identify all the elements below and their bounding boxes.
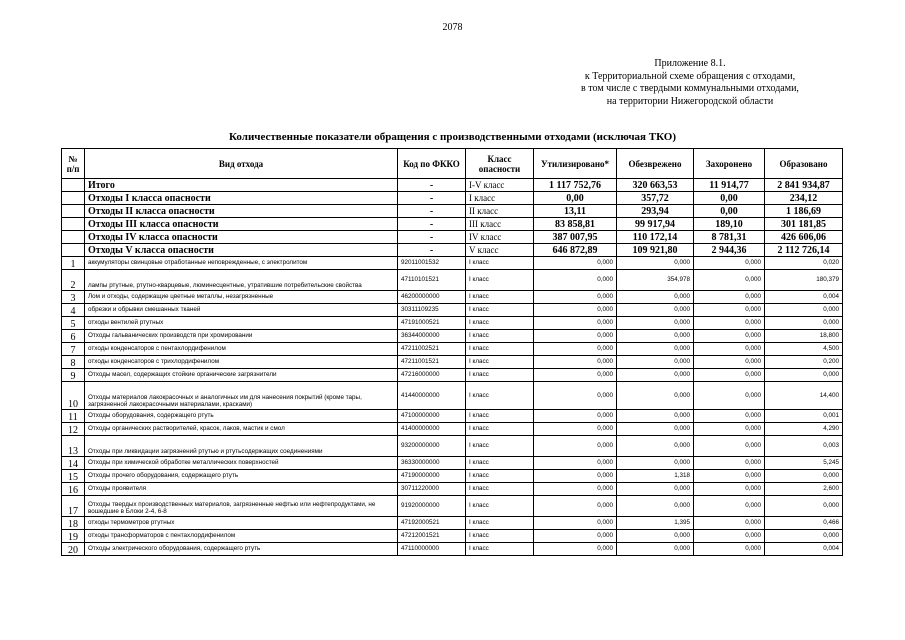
row-neutralized: 0,000	[617, 291, 694, 304]
row-waste-type: лампы ртутные, ртутно-кварцевые, люминесцентные, утратившие потребительские свойства	[85, 270, 398, 291]
row-buried: 0,000	[694, 304, 765, 317]
row-number: 7	[62, 343, 85, 356]
row-utilized: 0,000	[534, 517, 617, 530]
row-class: I класс	[466, 317, 534, 330]
row-formed: 0,000	[765, 496, 843, 517]
row-formed: 0,001	[765, 410, 843, 423]
row-utilized: 0,000	[534, 410, 617, 423]
row-fkko-code: 47110101521	[398, 270, 466, 291]
summary-formed: 234,12	[765, 192, 843, 205]
summary-neutralized: 320 663,53	[617, 179, 694, 192]
summary-utilized: 0,00	[534, 192, 617, 205]
row-utilized: 0,000	[534, 330, 617, 343]
row-number: 6	[62, 330, 85, 343]
row-neutralized: 0,000	[617, 382, 694, 410]
summary-formed: 2 112 726,14	[765, 244, 843, 257]
row-waste-type: Отходы органических растворителей, красок, лаков, мастик и смол	[85, 423, 398, 436]
row-fkko-code: 91920000000	[398, 496, 466, 517]
summary-neutralized: 110 172,14	[617, 231, 694, 244]
row-fkko-code: 36344000000	[398, 330, 466, 343]
row-class: I класс	[466, 517, 534, 530]
summary-neutralized: 357,72	[617, 192, 694, 205]
row-number: 13	[62, 436, 85, 457]
header-buried: Захоронено	[694, 149, 765, 179]
table-row	[62, 382, 843, 410]
summary-utilized: 387 007,95	[534, 231, 617, 244]
summary-class: V класс	[466, 244, 534, 257]
row-number: 17	[62, 496, 85, 517]
row-waste-type: Отходы твердых производственных материалов, загрязненные нефтью или нефтепродуктами, не вошедшие в Блоки 2-4, 6-8	[85, 496, 398, 517]
row-class: I класс	[466, 457, 534, 470]
row-number: 2	[62, 270, 85, 291]
row-waste-type: Отходы электрического оборудования, содержащего ртуть	[85, 543, 398, 556]
summary-class: I-V класс	[466, 179, 534, 192]
summary-code: -	[398, 218, 466, 231]
table-row	[62, 457, 843, 470]
summary-class: III класс	[466, 218, 534, 231]
row-neutralized: 0,000	[617, 343, 694, 356]
table-row	[62, 330, 843, 343]
summary-name: Отходы I класса опасности	[85, 192, 398, 205]
row-class: I класс	[466, 496, 534, 517]
row-buried: 0,000	[694, 543, 765, 556]
table-row	[62, 517, 843, 530]
row-fkko-code: 47100000000	[398, 410, 466, 423]
row-class: I класс	[466, 330, 534, 343]
row-neutralized: 0,000	[617, 530, 694, 543]
row-utilized: 0,000	[534, 356, 617, 369]
row-utilized: 0,000	[534, 530, 617, 543]
summary-code: -	[398, 231, 466, 244]
summary-buried: 0,00	[694, 192, 765, 205]
table-row	[62, 317, 843, 330]
row-waste-type: Отходы оборудования, содержащего ртуть	[85, 410, 398, 423]
row-utilized: 0,000	[534, 343, 617, 356]
summary-neutralized: 99 917,94	[617, 218, 694, 231]
row-fkko-code: 47211002521	[398, 343, 466, 356]
row-neutralized: 0,000	[617, 496, 694, 517]
row-formed: 0,020	[765, 257, 843, 270]
row-utilized: 0,000	[534, 496, 617, 517]
summary-neutralized: 293,94	[617, 205, 694, 218]
row-number: 19	[62, 530, 85, 543]
summary-buried: 8 781,31	[694, 231, 765, 244]
table-row	[62, 470, 843, 483]
row-utilized: 0,000	[534, 457, 617, 470]
row-class: I класс	[466, 304, 534, 317]
summary-num-cell	[62, 179, 85, 192]
row-formed: 5,245	[765, 457, 843, 470]
row-class: I класс	[466, 343, 534, 356]
row-waste-type: Отходы проявителя	[85, 483, 398, 496]
row-buried: 0,000	[694, 369, 765, 382]
summary-formed: 1 186,69	[765, 205, 843, 218]
row-waste-type: отходы термометров ртутных	[85, 517, 398, 530]
table-row	[62, 436, 843, 457]
header-class: Класс опасности	[466, 149, 534, 179]
summary-buried: 0,00	[694, 205, 765, 218]
row-number: 3	[62, 291, 85, 304]
table-title: Количественные показатели обращения с производственными отходами (исключая ТКО)	[229, 131, 676, 143]
row-fkko-code: 47216000000	[398, 369, 466, 382]
summary-num-cell	[62, 205, 85, 218]
row-buried: 0,000	[694, 257, 765, 270]
row-number: 20	[62, 543, 85, 556]
row-fkko-code: 47212001521	[398, 530, 466, 543]
summary-name: Отходы IV класса опасности	[85, 231, 398, 244]
row-number: 10	[62, 382, 85, 410]
row-neutralized: 0,000	[617, 356, 694, 369]
row-formed: 0,000	[765, 317, 843, 330]
row-utilized: 0,000	[534, 304, 617, 317]
row-utilized: 0,000	[534, 436, 617, 457]
row-fkko-code: 41400000000	[398, 423, 466, 436]
row-utilized: 0,000	[534, 382, 617, 410]
row-formed: 0,200	[765, 356, 843, 369]
summary-name: Отходы V класса опасности	[85, 244, 398, 257]
appendix-caption	[560, 58, 820, 108]
row-formed: 4,500	[765, 343, 843, 356]
row-formed: 0,000	[765, 369, 843, 382]
summary-num-cell	[62, 231, 85, 244]
table-row	[62, 343, 843, 356]
summary-formed: 301 181,85	[765, 218, 843, 231]
summary-code: -	[398, 179, 466, 192]
row-waste-type: Отходы при химической обработке металлических поверхностей	[85, 457, 398, 470]
row-buried: 0,000	[694, 317, 765, 330]
summary-num-cell	[62, 218, 85, 231]
row-neutralized: 0,000	[617, 330, 694, 343]
row-buried: 0,000	[694, 343, 765, 356]
table-row	[62, 543, 843, 556]
row-class: I класс	[466, 436, 534, 457]
row-utilized: 0,000	[534, 257, 617, 270]
row-neutralized: 0,000	[617, 436, 694, 457]
row-class: I класс	[466, 382, 534, 410]
row-number: 1	[62, 257, 85, 270]
row-number: 12	[62, 423, 85, 436]
row-fkko-code: 30311109235	[398, 304, 466, 317]
summary-row	[62, 205, 843, 218]
row-class: I класс	[466, 291, 534, 304]
row-number: 8	[62, 356, 85, 369]
row-waste-type: Отходы гальванических производств при хромировании	[85, 330, 398, 343]
row-waste-type: Отходы масел, содержащих стойкие органические загрязнители	[85, 369, 398, 382]
row-utilized: 0,000	[534, 369, 617, 382]
summary-utilized: 83 858,81	[534, 218, 617, 231]
row-waste-type: обрезки и обрывки смешанных тканей	[85, 304, 398, 317]
row-formed: 0,000	[765, 304, 843, 317]
header-formed: Образовано	[765, 149, 843, 179]
row-utilized: 0,000	[534, 291, 617, 304]
row-fkko-code: 36330000000	[398, 457, 466, 470]
table-row	[62, 369, 843, 382]
row-number: 5	[62, 317, 85, 330]
row-buried: 0,000	[694, 330, 765, 343]
row-neutralized: 0,000	[617, 423, 694, 436]
row-buried: 0,000	[694, 457, 765, 470]
row-formed: 2,600	[765, 483, 843, 496]
table-row	[62, 291, 843, 304]
summary-row	[62, 244, 843, 257]
row-utilized: 0,000	[534, 483, 617, 496]
row-buried: 0,000	[694, 382, 765, 410]
row-fkko-code: 47190000000	[398, 470, 466, 483]
table-row	[62, 410, 843, 423]
summary-num-cell	[62, 244, 85, 257]
table-row	[62, 270, 843, 291]
row-waste-type: отходы трансформаторов с пентахлордифенилом	[85, 530, 398, 543]
summary-code: -	[398, 244, 466, 257]
row-utilized: 0,000	[534, 423, 617, 436]
header-type: Вид отхода	[85, 149, 398, 179]
row-buried: 0,000	[694, 356, 765, 369]
row-formed: 0,003	[765, 436, 843, 457]
row-buried: 0,000	[694, 496, 765, 517]
row-formed: 0,466	[765, 517, 843, 530]
row-neutralized: 354,978	[617, 270, 694, 291]
waste-table	[61, 148, 843, 556]
row-fkko-code: 47211001521	[398, 356, 466, 369]
row-neutralized: 0,000	[617, 483, 694, 496]
summary-utilized: 646 872,89	[534, 244, 617, 257]
row-utilized: 0,000	[534, 543, 617, 556]
table-row	[62, 530, 843, 543]
summary-class: II класс	[466, 205, 534, 218]
appendix-line: Приложение 8.1.	[654, 58, 726, 69]
row-buried: 0,000	[694, 410, 765, 423]
row-formed: 4,290	[765, 423, 843, 436]
row-neutralized: 0,000	[617, 317, 694, 330]
appendix-line: на территории Нижегородской области	[606, 95, 774, 107]
row-formed: 180,379	[765, 270, 843, 291]
row-class: I класс	[466, 470, 534, 483]
summary-neutralized: 109 921,80	[617, 244, 694, 257]
header-num: № п/п	[62, 149, 85, 179]
row-number: 18	[62, 517, 85, 530]
summary-name: Итого	[85, 179, 398, 192]
summary-row	[62, 179, 843, 192]
row-formed: 14,400	[765, 382, 843, 410]
row-fkko-code: 46200000000	[398, 291, 466, 304]
row-fkko-code: 30711220000	[398, 483, 466, 496]
row-neutralized: 0,000	[617, 257, 694, 270]
row-waste-type: Отходы материалов лакокрасочных и аналогичных им для нанесения покрытий (кроме тары, загрязненной лакокрасочными материалами, красками)	[85, 382, 398, 410]
row-fkko-code: 47110000000	[398, 543, 466, 556]
row-buried: 0,000	[694, 483, 765, 496]
table-row	[62, 257, 843, 270]
row-neutralized: 0,000	[617, 304, 694, 317]
row-number: 16	[62, 483, 85, 496]
summary-name: Отходы II класса опасности	[85, 205, 398, 218]
row-class: I класс	[466, 530, 534, 543]
row-buried: 0,000	[694, 530, 765, 543]
row-waste-type: Отходы при ликвидации загрязнений ртутью и ртутьсодержащих соединениями	[85, 436, 398, 457]
summary-formed: 2 841 934,87	[765, 179, 843, 192]
row-number: 15	[62, 470, 85, 483]
row-neutralized: 0,000	[617, 410, 694, 423]
summary-row	[62, 192, 843, 205]
summary-buried: 11 914,77	[694, 179, 765, 192]
row-class: I класс	[466, 410, 534, 423]
row-buried: 0,000	[694, 517, 765, 530]
header-utilized: Утилизировано*	[534, 149, 617, 179]
row-buried: 0,000	[694, 436, 765, 457]
summary-class: I класс	[466, 192, 534, 205]
row-neutralized: 0,000	[617, 543, 694, 556]
row-class: I класс	[466, 270, 534, 291]
row-number: 11	[62, 410, 85, 423]
summary-formed: 426 606,06	[765, 231, 843, 244]
row-formed: 0,000	[765, 470, 843, 483]
row-utilized: 0,000	[534, 317, 617, 330]
summary-utilized: 13,11	[534, 205, 617, 218]
appendix-line: в том числе с твердыми коммунальными отходами,	[581, 83, 799, 94]
page-number: 2078	[442, 22, 463, 33]
summary-row	[62, 218, 843, 231]
row-class: I класс	[466, 356, 534, 369]
header-code: Код по ФККО	[398, 149, 466, 179]
row-waste-type: аккумуляторы свинцовые отработанные неповрежденные, с электролитом	[85, 257, 398, 270]
row-class: I класс	[466, 483, 534, 496]
row-fkko-code: 47192000521	[398, 517, 466, 530]
row-waste-type: отходы вентилей ртутных	[85, 317, 398, 330]
row-waste-type: отходы конденсаторов с трихлордифенилом	[85, 356, 398, 369]
row-buried: 0,000	[694, 291, 765, 304]
summary-row	[62, 231, 843, 244]
row-fkko-code: 93200000000	[398, 436, 466, 457]
appendix-line: к Территориальной схеме обращения с отходами,	[584, 70, 796, 82]
summary-buried: 189,10	[694, 218, 765, 231]
header-neutralized: Обезврежено	[617, 149, 694, 179]
row-class: I класс	[466, 257, 534, 270]
row-fkko-code: 41440000000	[398, 382, 466, 410]
row-waste-type: Лом и отходы, содержащие цветные металлы, незагрязненные	[85, 291, 398, 304]
table-row	[62, 496, 843, 517]
table-row	[62, 356, 843, 369]
row-class: I класс	[466, 369, 534, 382]
summary-buried: 2 944,36	[694, 244, 765, 257]
row-buried: 0,000	[694, 470, 765, 483]
summary-code: -	[398, 205, 466, 218]
row-neutralized: 1,318	[617, 470, 694, 483]
row-fkko-code: 92011001532	[398, 257, 466, 270]
row-number: 9	[62, 369, 85, 382]
summary-utilized: 1 117 752,76	[534, 179, 617, 192]
header-row	[62, 149, 843, 179]
summary-class: IV класс	[466, 231, 534, 244]
row-utilized: 0,000	[534, 270, 617, 291]
row-waste-type: Отходы прочего оборудования, содержащего ртуть	[85, 470, 398, 483]
summary-code: -	[398, 192, 466, 205]
row-buried: 0,000	[694, 423, 765, 436]
row-number: 4	[62, 304, 85, 317]
row-fkko-code: 47191000521	[398, 317, 466, 330]
row-buried: 0,000	[694, 270, 765, 291]
row-number: 14	[62, 457, 85, 470]
row-formed: 0,004	[765, 543, 843, 556]
table-row	[62, 483, 843, 496]
row-formed: 18,800	[765, 330, 843, 343]
table-row	[62, 423, 843, 436]
row-waste-type: отходы конденсаторов с пентахлордифенилом	[85, 343, 398, 356]
summary-name: Отходы III класса опасности	[85, 218, 398, 231]
row-neutralized: 0,000	[617, 457, 694, 470]
row-neutralized: 1,395	[617, 517, 694, 530]
row-neutralized: 0,000	[617, 369, 694, 382]
row-formed: 0,004	[765, 291, 843, 304]
row-utilized: 0,000	[534, 470, 617, 483]
table-row	[62, 304, 843, 317]
row-formed: 0,000	[765, 530, 843, 543]
summary-num-cell	[62, 192, 85, 205]
row-class: I класс	[466, 423, 534, 436]
row-class: I класс	[466, 543, 534, 556]
